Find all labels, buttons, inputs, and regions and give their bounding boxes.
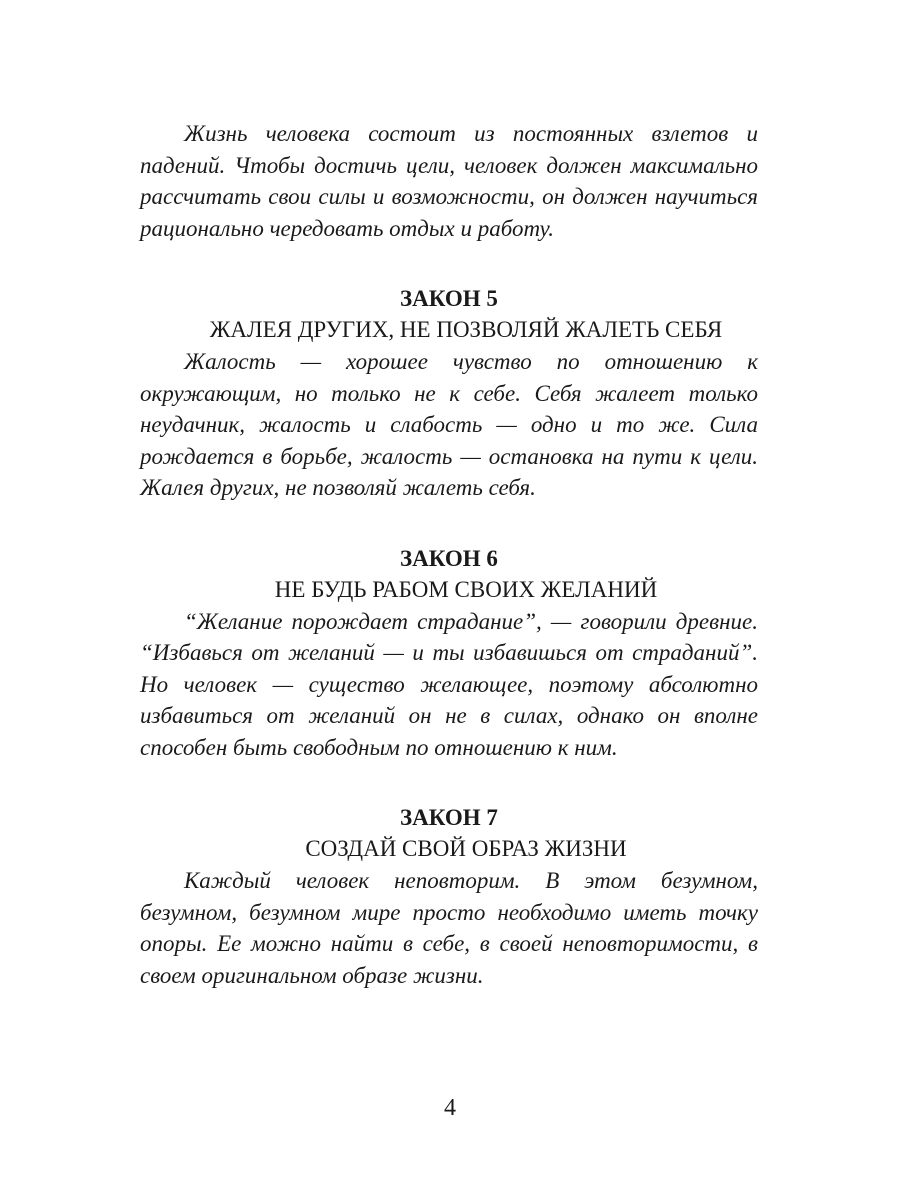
law-number: ЗАКОН 5 [400, 286, 498, 311]
law-section-7 [140, 803, 758, 991]
page-body [140, 118, 758, 991]
law-number: ЗАКОН 7 [400, 805, 498, 830]
law-title: ЖАЛЕЯ ДРУГИХ, НЕ ПОЗВОЛЯЙ ЖАЛЕТЬ СЕБЯ [209, 317, 723, 342]
law-paragraph: Каждый человек неповторим. В этом безумном, безумном, безумном мире просто необходимо иметь точку опоры. Ее можно найти в себе, в своей неповторимости, в своем оригинальном образе жизни. [140, 868, 758, 988]
law-section-5 [140, 284, 758, 504]
law-number: ЗАКОН 6 [400, 545, 498, 571]
page-number: 4 [444, 1095, 456, 1121]
law-title: СОЗДАЙ СВОЙ ОБРАЗ ЖИЗНИ [305, 836, 627, 861]
intro-paragraph: Жизнь человека состоит из постоянных взлетов и падений. Чтобы достичь цели, человек должен максимально рассчитать свои силы и возможности, он должен научиться рационально чередовать отдых и работу. [140, 121, 758, 241]
law-paragraph: “Желание порождает страдание”, — говорили древние. “Избавься от желаний — и ты избавишься от страданий”. Но человек — существо желающее, поэтому абсолютно избавиться от желаний он не в силах, однако он вполне способен быть свободным по отношению к ним. [140, 608, 758, 760]
law-section-6 [140, 544, 758, 764]
law-paragraph: Жалость — хорошее чувство по отношению к окружающим, но только не к себе. Себя жалеет только неудачник, жалость и слабость — одно и то же. Сила рождается в борьбе, жалость — остановка на пути к цели. Жалея других, не позволяй жалеть себя. [140, 349, 758, 500]
law-title: НЕ БУДЬ РАБОМ СВОИХ ЖЕЛАНИЙ [274, 576, 658, 602]
